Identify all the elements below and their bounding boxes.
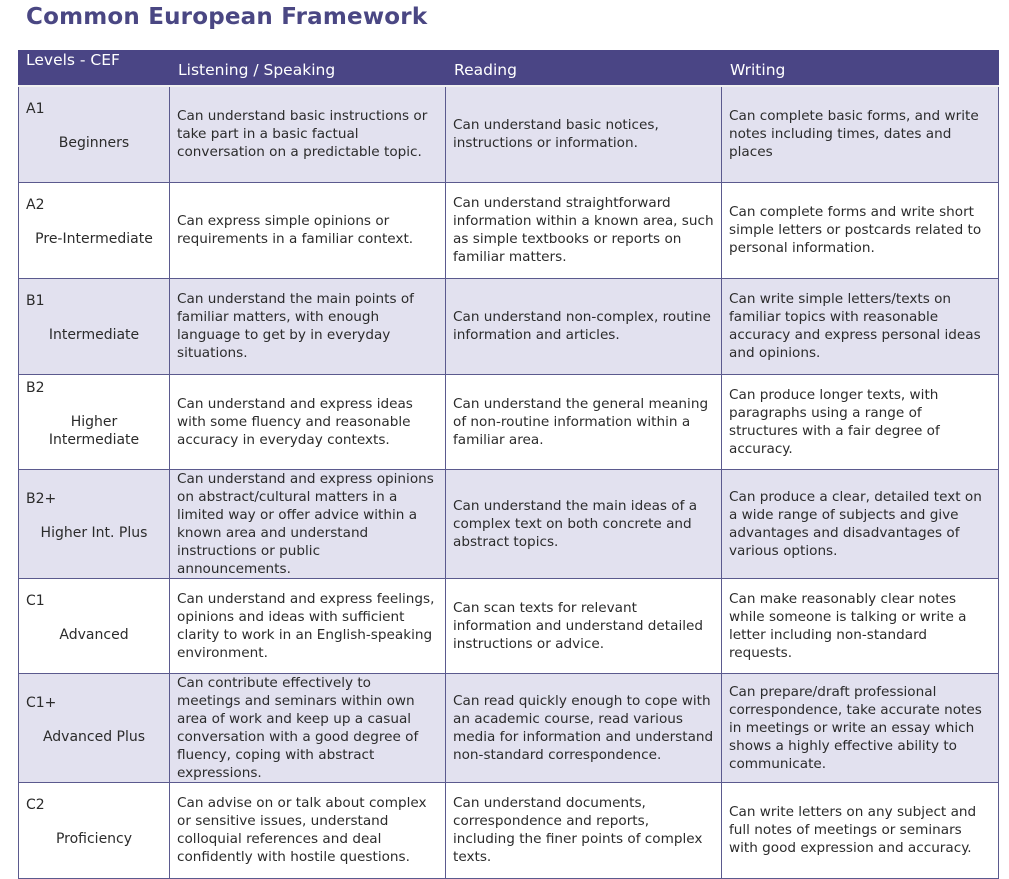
- level-cell: [19, 86, 170, 182]
- reading-cell: Can read quickly enough to cope with an academic course, read various media for information and understand non-standard correspondence.: [446, 673, 722, 782]
- level-name: Proficiency: [55, 831, 133, 847]
- reading-cell: Can understand straightforward information within a known area, such as simple textbooks or reports on familiar matters.: [446, 182, 722, 278]
- reading-cell: Can scan texts for relevant information and understand detailed instructions or advice.: [446, 578, 722, 673]
- writing-cell: Can produce longer texts, with paragraphs using a range of structures with a fair degree of accuracy.: [722, 374, 999, 469]
- level-code: B2+: [26, 490, 57, 507]
- reading-cell: Can understand the main ideas of a complex text on both concrete and abstract topics.: [446, 469, 722, 578]
- page-title: Common European Framework: [26, 4, 428, 30]
- listening-cell: Can advise on or talk about complex or sensitive issues, understand colloquial references and deal confidently with hostile questions.: [170, 782, 446, 878]
- level-name: Higher Int. Plus: [40, 524, 148, 541]
- level-cell: [19, 182, 170, 278]
- table-row: [19, 182, 999, 278]
- header-listening: Listening / Speaking: [170, 51, 446, 87]
- level-code: B2: [26, 379, 45, 396]
- table-row: [19, 673, 999, 782]
- reading-cell: Can understand basic notices, instructions or information.: [446, 86, 722, 182]
- writing-cell: Can write letters on any subject and full notes of meetings or seminars with good expression and accuracy.: [722, 782, 999, 878]
- level-cell: [19, 374, 170, 469]
- listening-cell: Can contribute effectively to meetings and seminars within own area of work and keep up a casual conversation with a good degree of fluency, coping with abstract expressions.: [170, 673, 446, 782]
- level-code: A2: [26, 197, 45, 213]
- table-row: [19, 278, 999, 374]
- level-name: Advanced: [59, 626, 129, 643]
- level-name: Intermediate: [48, 327, 140, 343]
- level-cell: [19, 469, 170, 578]
- table-row: [19, 374, 999, 469]
- writing-cell: Can write simple letters/texts on familiar topics with reasonable accuracy and express personal ideas and opinions.: [722, 278, 999, 374]
- level-code: B1: [26, 293, 45, 309]
- level-name: Advanced Plus: [42, 728, 146, 745]
- level-cell: [19, 278, 170, 374]
- level-name: Beginners: [58, 135, 130, 152]
- writing-cell: Can complete basic forms, and write notes including times, dates and places: [722, 86, 999, 182]
- level-cell: [19, 782, 170, 878]
- writing-cell: Can complete forms and write short simple letters or postcards related to personal information.: [722, 182, 999, 278]
- table-row: [19, 86, 999, 182]
- table-row: [19, 782, 999, 878]
- listening-cell: Can understand basic instructions or take part in a basic factual conversation on a predictable topic.: [170, 86, 446, 182]
- reading-cell: Can understand documents, correspondence and reports, including the finer points of complex texts.: [446, 782, 722, 878]
- reading-cell: Can understand non-complex, routine information and articles.: [446, 278, 722, 374]
- writing-cell: Can make reasonably clear notes while someone is talking or write a letter including non-standard requests.: [722, 578, 999, 673]
- header-writing: Writing: [722, 51, 999, 87]
- listening-cell: Can understand and express feelings, opinions and ideas with sufficient clarity to work in an English-speaking environment.: [170, 578, 446, 673]
- table-row: [19, 469, 999, 578]
- header-row: [19, 51, 999, 87]
- listening-cell: Can understand the main points of familiar matters, with enough language to get by in everyday situations.: [170, 278, 446, 374]
- level-code: C1: [26, 592, 45, 609]
- level-cell: [19, 673, 170, 782]
- listening-cell: Can understand and express ideas with some fluency and reasonable accuracy in everyday contexts.: [170, 374, 446, 469]
- listening-cell: Can express simple opinions or requirements in a familiar context.: [170, 182, 446, 278]
- header-levels: Levels - CEF: [19, 51, 170, 87]
- level-name: Pre-Intermediate: [35, 231, 153, 247]
- level-code: C1+: [26, 694, 57, 711]
- level-cell: [19, 578, 170, 673]
- level-name: Higher Intermediate: [48, 413, 140, 448]
- header-reading: Reading: [446, 51, 722, 87]
- level-code: C2: [26, 797, 45, 813]
- listening-cell: Can understand and express opinions on abstract/cultural matters in a limited way or offer advice within a known area and understand instructions or public announcements.: [170, 469, 446, 578]
- writing-cell: Can prepare/draft professional correspondence, take accurate notes in meetings or write an essay which shows a highly effective ability to communicate.: [722, 673, 999, 782]
- reading-cell: Can understand the general meaning of non-routine information within a familiar area.: [446, 374, 722, 469]
- cef-table: [18, 50, 999, 879]
- level-code: A1: [26, 101, 45, 118]
- writing-cell: Can produce a clear, detailed text on a wide range of subjects and give advantages and disadvantages of various options.: [722, 469, 999, 578]
- table-row: [19, 578, 999, 673]
